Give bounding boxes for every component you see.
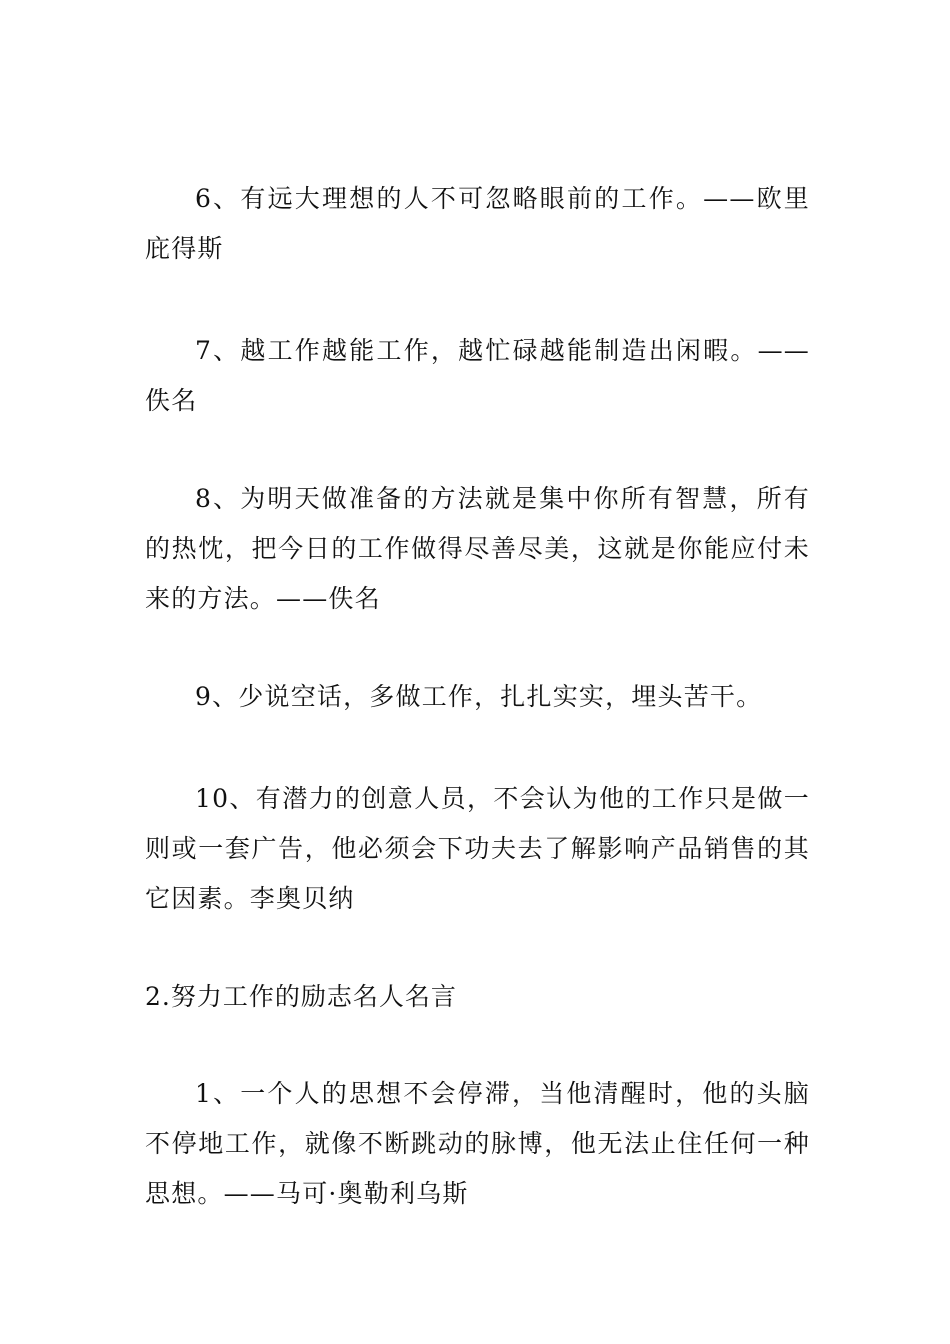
quote-paragraph: 10、有潜力的创意人员，不会认为他的工作只是做一则或一套广告，他必须会下功夫去了解影响产品销售的其它因素。李奥贝纳 xyxy=(145,784,810,913)
section-heading: 2.努力工作的励志名人名言 xyxy=(145,982,457,1011)
quote-paragraph: 6、有远大理想的人不可忽略眼前的工作。——欧里庇得斯 xyxy=(145,184,810,263)
quote-paragraph: 1、一个人的思想不会停滞，当他清醒时，他的头脑不停地工作，就像不断跳动的脉博，他无法止住任何一种思想。——马可·奥勒利乌斯 xyxy=(145,1079,810,1208)
quote-paragraph: 9、少说空话，多做工作，扎扎实实，埋头苦干。 xyxy=(195,682,763,711)
quote-paragraph: 7、越工作越能工作，越忙碌越能制造出闲暇。——佚名 xyxy=(145,336,810,415)
quote-paragraph: 8、为明天做准备的方法就是集中你所有智慧，所有的热忱，把今日的工作做得尽善尽美，这就是你能应付未来的方法。——佚名 xyxy=(145,484,810,613)
